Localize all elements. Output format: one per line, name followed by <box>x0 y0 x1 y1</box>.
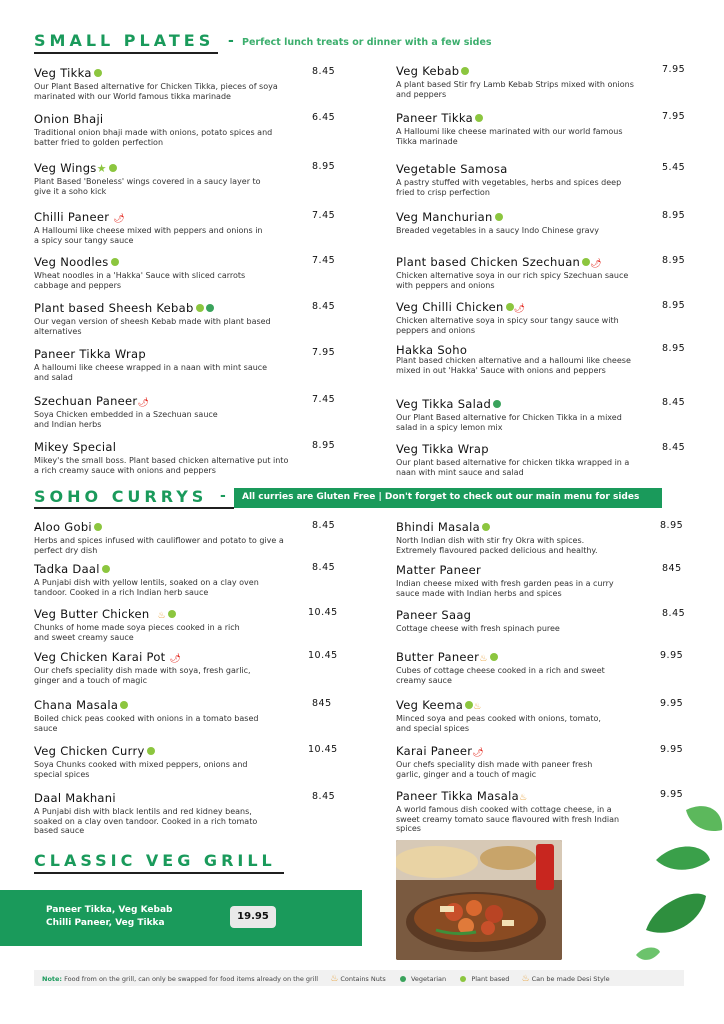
plant-based-icon <box>460 976 466 982</box>
item-name: Aloo Gobi <box>34 520 102 534</box>
plant-based-icon <box>94 523 102 531</box>
plant-based-icon <box>582 258 590 266</box>
footer-note: Food from on the grill, can only be swapped for food items already on the grill <box>64 975 319 983</box>
item-description: Chicken alternative soya in our rich spicy Szechuan sauce with peppers and onions <box>396 271 629 290</box>
item-description: Plant Based 'Boneless' wings covered in a saucy layer to give it a soho kick <box>34 177 261 196</box>
item-description: Our chefs speciality dish made with paneer fresh garlic, ginger and a touch of magic <box>396 760 593 779</box>
nut-icon: ♨ <box>157 611 166 621</box>
item-name: Mikey Special <box>34 440 117 454</box>
item-name: Daal Makhani <box>34 791 116 805</box>
plant-based-icon <box>506 303 514 311</box>
item-name: Veg Noodles <box>34 255 119 269</box>
item-price: 7.45 <box>312 394 336 405</box>
item-description: Cubes of cottage cheese cooked in a rich and sweet creamy sauce <box>396 666 605 685</box>
item-price: 5.45 <box>662 162 686 173</box>
item-name: Veg Tikka Salad <box>396 397 501 411</box>
item-name: Veg Kebab <box>396 64 469 78</box>
item-description: Our vegan version of sheesh Kebab made with plant based alternatives <box>34 317 271 336</box>
item-name: Plant based Sheesh Kebab <box>34 301 214 315</box>
item-description: A Punjabi dish with yellow lentils, soaked on a clay oven tandoor. Cooked in a rich Indian herb sauce <box>34 578 259 597</box>
plant-based-icon <box>196 304 204 312</box>
plant-based-icon <box>495 213 503 221</box>
soho-currys-rule <box>34 507 234 509</box>
chili-icon: 🌶 <box>169 654 182 664</box>
item-description: North Indian dish with stir fry Okra with spices. Extremely flavoured packed delicious and healthy. <box>396 536 598 555</box>
item-price: 8.95 <box>312 440 336 451</box>
small-plates-tagline: Perfect lunch treats or dinner with a few sides <box>242 37 492 48</box>
small-plates-rule <box>34 52 218 54</box>
veg-grill-line-1: Paneer Tikka, Veg Kebab <box>46 905 173 915</box>
item-description: Soya Chicken embedded in a Szechuan sauce and Indian herbs <box>34 410 218 429</box>
item-price: 8.95 <box>662 255 686 266</box>
item-price: 7.95 <box>312 347 336 358</box>
item-description: A pastry stuffed with vegetables, herbs and spices deep fried to crisp perfection <box>396 178 622 197</box>
plant-based-icon <box>109 164 117 172</box>
chili-icon: 🌶 <box>113 214 125 224</box>
item-description: Our Plant Based alternative for Chicken Tikka, pieces of soya marinated with our World famous tikka marinade <box>34 82 278 101</box>
item-description: A world famous dish cooked with cottage cheese, in a sweet creamy tomato sauce flavoured with fresh Indian spices <box>396 805 620 834</box>
item-description: Herbs and spices infused with cauliflower and potato to give a perfect dry dish <box>34 536 284 555</box>
chili-icon: 🌶 <box>590 259 602 269</box>
item-description: Traditional onion bhaji made with onions, potato spices and batter fried to golden perfection <box>34 128 273 147</box>
nut-icon: ♨ <box>479 654 488 664</box>
item-name: Chilli Paneer 🌶 <box>34 210 125 224</box>
item-description: Our Plant Based alternative for Chicken Tikka in a mixed salad in a spicy lemon mix <box>396 413 622 432</box>
item-description: Chunks of home made soya pieces cooked in a rich and sweet creamy sauce <box>34 623 240 642</box>
item-price: 8.45 <box>312 520 336 531</box>
item-price: 10.45 <box>308 607 338 618</box>
item-price: 8.95 <box>662 300 686 311</box>
plant-based-icon <box>168 610 176 618</box>
veg-grill-items <box>46 904 172 930</box>
item-price: 9.95 <box>660 789 684 800</box>
item-price: 8.45 <box>312 562 336 573</box>
veg-grill-rule <box>34 872 284 874</box>
item-description: A halloumi like cheese wrapped in a naan with mint sauce and salad <box>34 363 268 382</box>
item-description: Boiled chick peas cooked with onions in a tomato based sauce <box>34 714 259 733</box>
item-price: 8.95 <box>662 343 686 354</box>
small-plates-title: SMALL PLATES <box>34 31 215 50</box>
chili-icon: 🌶 <box>513 304 526 314</box>
footer-note-label: Note: <box>42 975 63 983</box>
item-description: Our chefs speciality dish made with soya, fresh garlic, ginger and a touch of magic <box>34 666 251 685</box>
item-name: Paneer Tikka Masala♨ <box>396 789 528 803</box>
item-description: Breaded vegetables in a saucy Indo Chinese gravy <box>396 226 599 235</box>
item-name: Hakka Soho <box>396 343 468 357</box>
plant-based-icon <box>120 701 128 709</box>
soho-currys-title: SOHO CURRYS <box>34 487 208 506</box>
item-name: Paneer Tikka <box>396 111 483 125</box>
desi-style-icon: ♨ <box>521 974 530 984</box>
plant-based-icon <box>482 523 490 531</box>
chili-icon: 🌶 <box>472 748 484 758</box>
plant-based-icon <box>147 747 155 755</box>
legend-desi: Can be made Desi Style <box>531 975 610 983</box>
vegetarian-icon <box>206 304 214 312</box>
item-description: Minced soya and peas cooked with onions, tomato, and special spices <box>396 714 601 733</box>
chili-icon: 🌶 <box>137 398 150 408</box>
item-name: Veg Chilli Chicken 🌶 <box>396 300 526 314</box>
item-name: Veg Chicken Curry <box>34 744 155 758</box>
item-name: Veg Chicken Karai Pot 🌶 <box>34 650 182 664</box>
item-description: Indian cheese mixed with fresh garden peas in a curry sauce made with Indian herbs and spices <box>396 579 614 598</box>
star-icon: ★ <box>96 162 107 175</box>
item-price: 7.95 <box>662 111 686 122</box>
legend-plant: Plant based <box>471 975 510 983</box>
nut-icon: ♨ <box>518 793 528 803</box>
item-description: Soya Chunks cooked with mixed peppers, onions and special spices <box>34 760 248 779</box>
item-price: 7.45 <box>312 255 336 266</box>
item-price: 8.45 <box>312 791 336 802</box>
small-plates-dash: - <box>228 33 234 49</box>
item-description: Cottage cheese with fresh spinach puree <box>396 624 560 633</box>
item-name: Vegetable Samosa <box>396 162 508 176</box>
veg-grill-title: CLASSIC VEG GRILL <box>34 851 276 870</box>
item-name: Karai Paneer🌶 <box>396 744 484 758</box>
item-description: Plant based chicken alternative and a halloumi like cheese mixed in out 'Hakka' Sauce with onions and peppers <box>396 356 631 375</box>
item-description: Wheat noodles in a 'Hakka' Sauce with sliced carrots cabbage and peppers <box>34 271 246 290</box>
item-name: Szechuan Paneer🌶 <box>34 394 150 408</box>
item-price: 7.45 <box>312 210 336 221</box>
item-name: Paneer Saag <box>396 608 472 622</box>
item-price: 8.45 <box>312 301 336 312</box>
item-name: Butter Paneer♨ <box>396 650 498 664</box>
item-name: Tadka Daal <box>34 562 110 576</box>
item-description: Mikey's the small boss. Plant based chicken alternative put into a rich creamy sauce with onions and peppers <box>34 456 289 475</box>
item-price: 7.95 <box>662 64 686 75</box>
vegetarian-icon <box>400 976 406 982</box>
item-name: Bhindi Masala <box>396 520 490 534</box>
item-name: Matter Paneer <box>396 563 481 577</box>
item-description: Our plant based alternative for chicken tikka wrapped in a naan with mint sauce and salad <box>396 458 630 477</box>
item-description: A Halloumi like cheese marinated with our world famous Tikka marinade <box>396 127 623 146</box>
footer-legend <box>34 970 684 986</box>
gluten-free-banner: All curries are Gluten Free | Don't forget to check out our main menu for sides <box>234 488 662 508</box>
item-price: 10.45 <box>308 744 338 755</box>
plant-based-icon <box>461 67 469 75</box>
item-name: Onion Bhaji <box>34 112 104 126</box>
plant-based-icon <box>475 114 483 122</box>
item-name: Veg Tikka <box>34 66 102 80</box>
item-price: 8.45 <box>662 442 686 453</box>
plant-based-icon <box>111 258 119 266</box>
item-name: Veg Butter Chicken ♨ <box>34 607 176 621</box>
legend-nuts: Contains Nuts <box>340 975 386 983</box>
item-description: A Halloumi like cheese mixed with peppers and onions in a spicy sour tangy sauce <box>34 226 263 245</box>
item-name: Veg Tikka Wrap <box>396 442 489 456</box>
desi-style-icon: ♨ <box>473 702 482 712</box>
item-name: Paneer Tikka Wrap <box>34 347 147 361</box>
item-description: A plant based Stir fry Lamb Kebab Strips mixed with onions and peppers <box>396 80 634 99</box>
item-name: Veg Keema ♨ <box>396 698 482 712</box>
item-name: Veg Wings★ <box>34 161 117 175</box>
veg-grill-price: 19.95 <box>230 906 276 928</box>
item-price: 845 <box>312 698 332 709</box>
leaf-decoration <box>636 800 724 974</box>
item-name: Veg Manchurian <box>396 210 503 224</box>
item-price: 9.95 <box>660 698 684 709</box>
item-price: 10.45 <box>308 650 338 661</box>
item-price: 8.95 <box>662 210 686 221</box>
item-price: 845 <box>662 563 682 574</box>
plant-based-icon <box>94 69 102 77</box>
item-price: 9.95 <box>660 744 684 755</box>
soho-currys-dash: - <box>220 488 226 504</box>
legend-veg: Vegetarian <box>410 975 447 983</box>
item-price: 6.45 <box>312 112 336 123</box>
plant-based-icon <box>465 701 473 709</box>
item-price: 8.95 <box>660 520 684 531</box>
item-price: 8.95 <box>312 161 336 172</box>
plant-based-icon <box>490 653 498 661</box>
item-name: Chana Masala <box>34 698 128 712</box>
item-description: Chicken alternative soya in spicy sour tangy sauce with peppers and onions <box>396 316 619 335</box>
item-price: 8.45 <box>662 397 686 408</box>
nut-icon: ♨ <box>330 974 339 984</box>
plant-based-icon <box>102 565 110 573</box>
item-price: 9.95 <box>660 650 684 661</box>
vegetarian-icon <box>493 400 501 408</box>
veg-grill-line-2: Chilli Paneer, Veg Tikka <box>46 918 165 928</box>
item-price: 8.45 <box>312 66 336 77</box>
item-price: 8.45 <box>662 608 686 619</box>
food-photo <box>396 840 562 960</box>
item-description: A Punjabi dish with black lentils and red kidney beans, soaked on a clay oven tandoor. Cooked in a rich tomato based sauce <box>34 807 258 836</box>
item-name: Plant based Chicken Szechuan 🌶 <box>396 255 602 269</box>
